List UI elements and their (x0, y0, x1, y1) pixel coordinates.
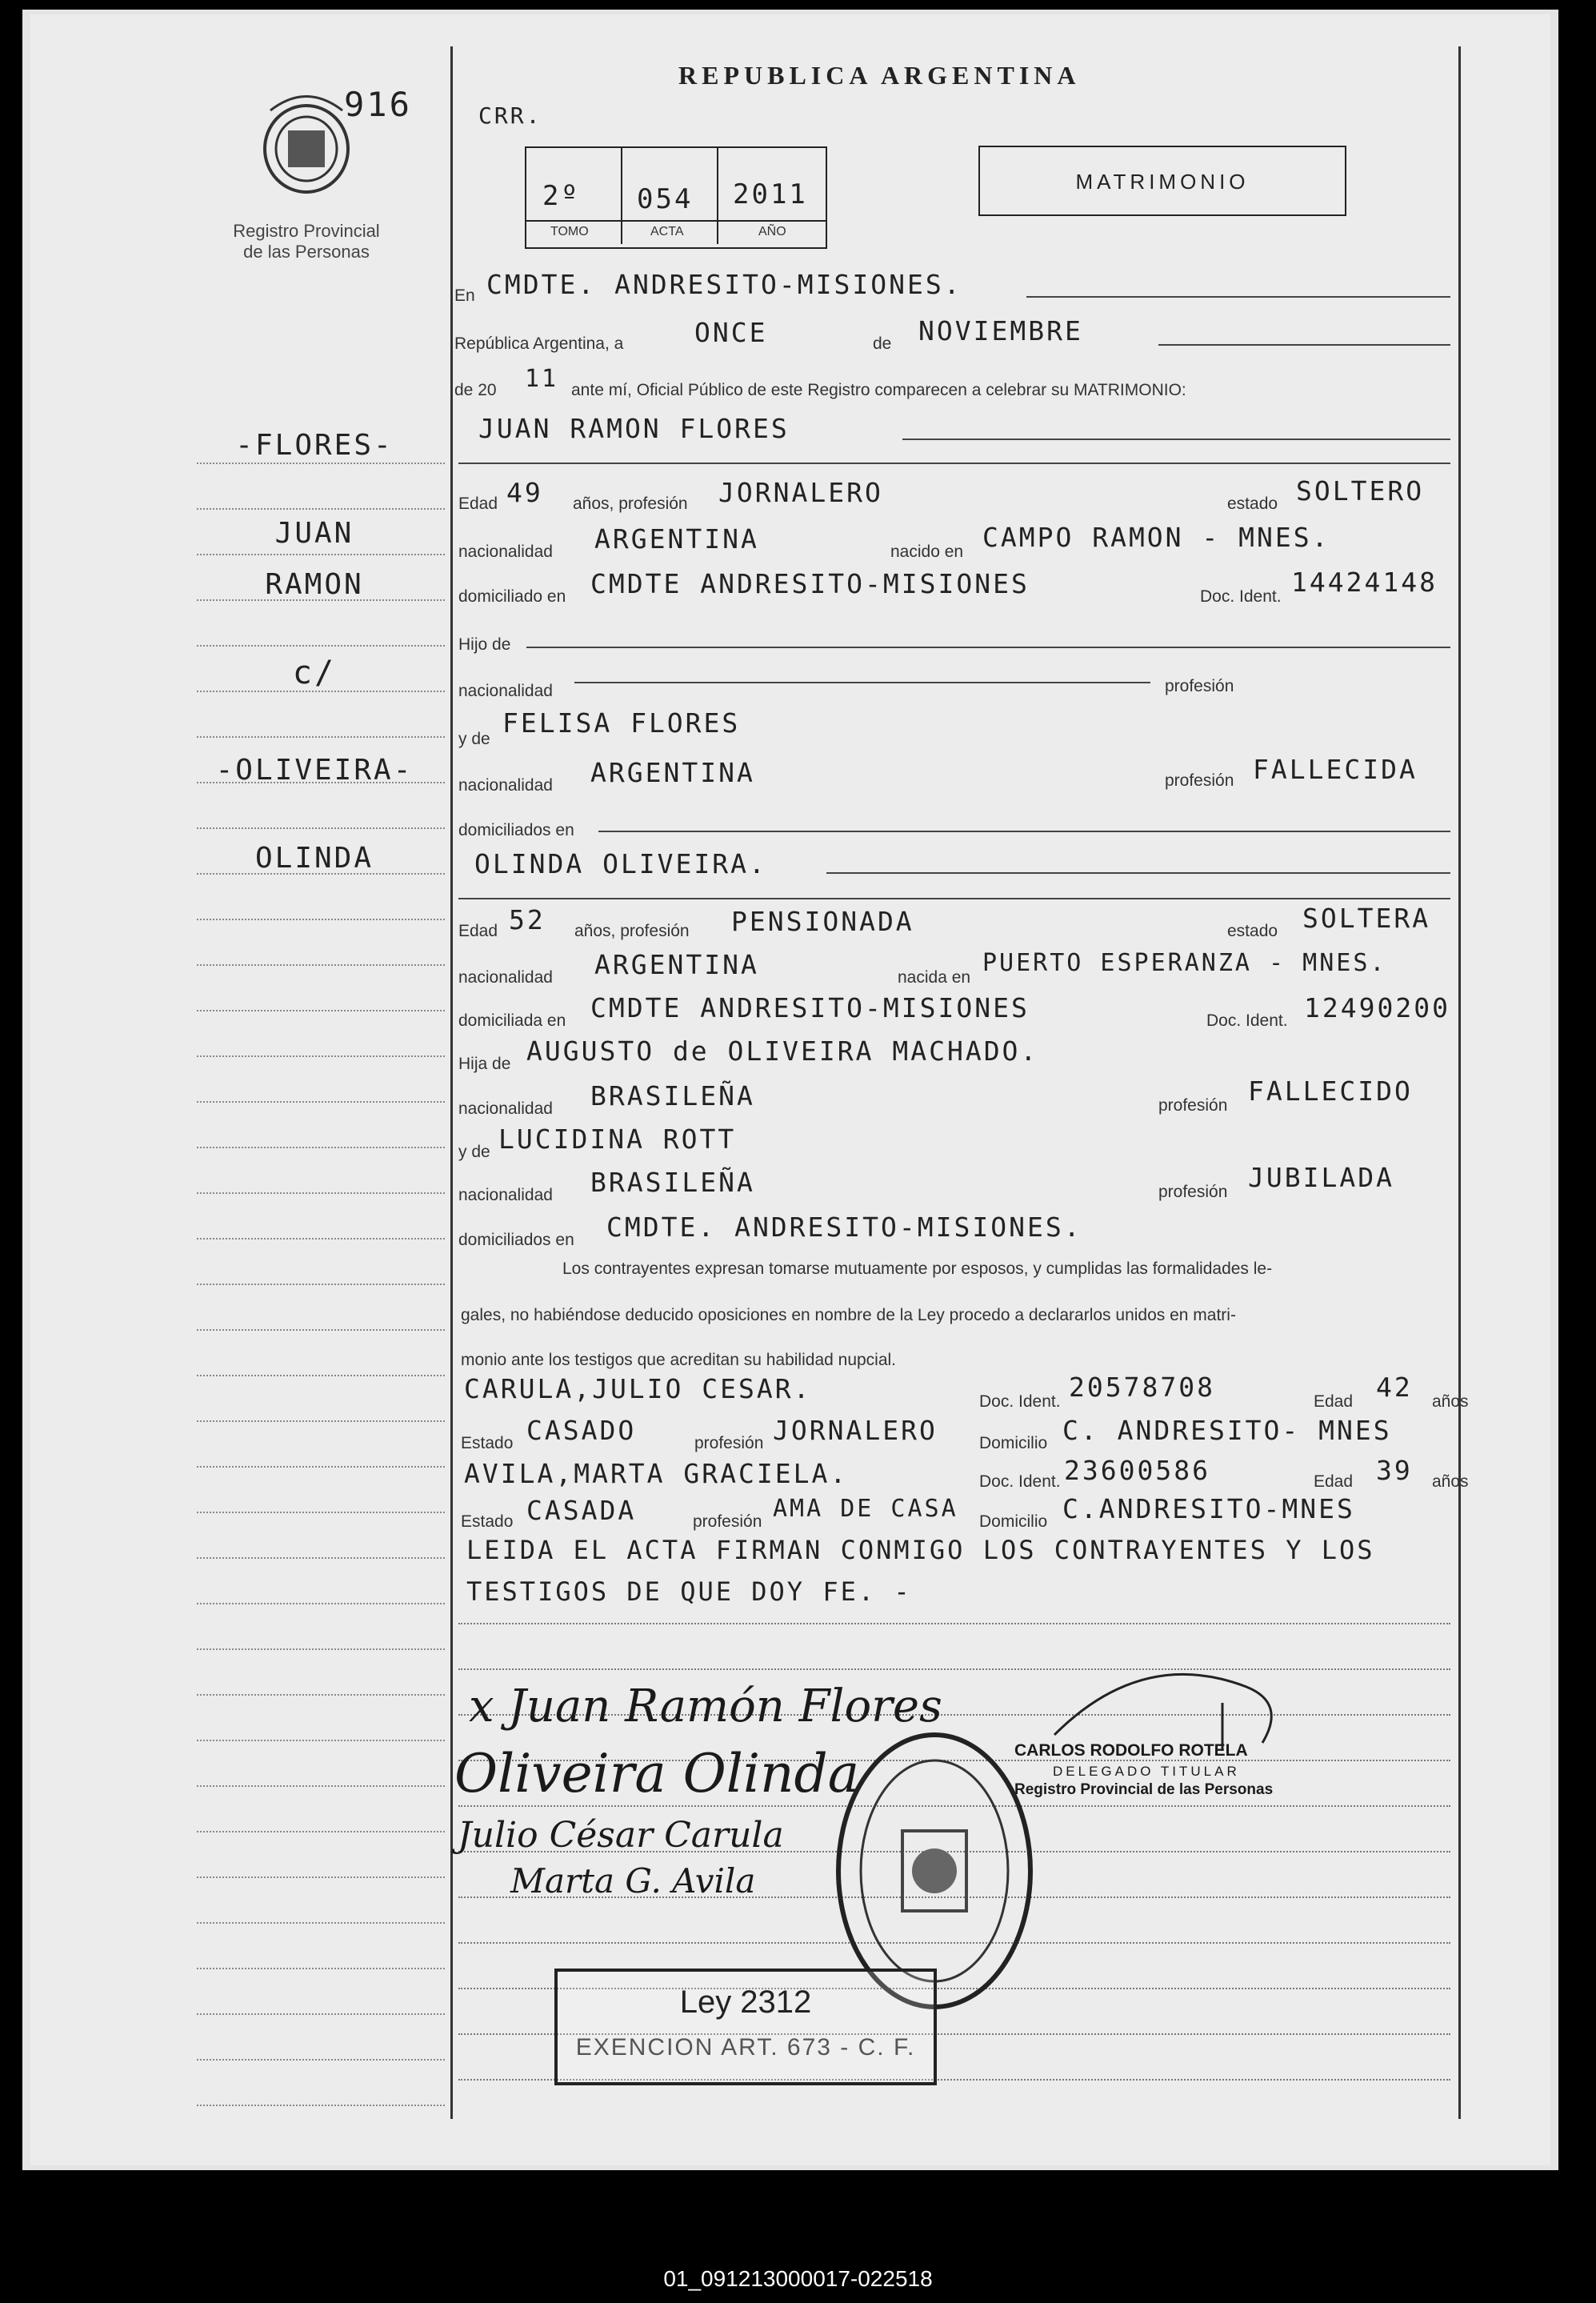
rule (598, 831, 1450, 832)
crr-note: CRR. (478, 102, 542, 129)
bride-profession: PENSIONADA (731, 906, 914, 937)
registry-name-line1: Registro Provincial (233, 221, 380, 241)
bride-birthplace: PUERTO ESPERANZA - MNES. (982, 949, 1387, 977)
w2-estado-label: Estado (461, 1512, 514, 1531)
margin-rule (197, 1147, 445, 1148)
exemption-stamp (554, 1969, 937, 2085)
rule (902, 439, 1450, 440)
de-label: de (873, 334, 892, 353)
registry-name-line2: de las Personas (243, 242, 370, 262)
margin-rule (197, 964, 445, 966)
groom-birthplace: CAMPO RAMON - MNES. (982, 522, 1330, 553)
bride-mother-profession: JUBILADA (1248, 1162, 1394, 1193)
witness1-profession: JORNALERO (773, 1415, 938, 1446)
rule (458, 463, 1450, 464)
groom-profession: JORNALERO (718, 477, 883, 508)
margin-rule (197, 1785, 445, 1787)
tomo-acta-anio-box (525, 146, 827, 249)
bride-parents-domicile: CMDTE. ANDRESITO-MISIONES. (606, 1212, 1082, 1243)
bride-y-de-label: y de (458, 1143, 490, 1161)
margin-rule (197, 508, 445, 510)
month-value: NOVIEMBRE (918, 315, 1083, 346)
margin-rule (197, 1922, 445, 1924)
margin-rule (197, 1010, 445, 1011)
bride-parents-dom-label: domiciliados en (458, 1231, 574, 1249)
rule (526, 647, 1450, 648)
margin-rule (197, 1740, 445, 1741)
bride-domicile: CMDTE ANDRESITO-MISIONES (590, 992, 1030, 1023)
tomo-value: 2º (542, 180, 580, 212)
nacido-label: nacido en (890, 543, 964, 561)
w1-doc-label: Doc. Ident. (979, 1392, 1061, 1411)
bride-name: OLINDA OLIVEIRA. (474, 848, 767, 879)
acta-value: 054 (637, 183, 694, 215)
document-paper (30, 14, 1550, 2165)
witness1-signature: Julio César Carula (458, 1815, 784, 1856)
scan-code: 01_091213000017-022518 (663, 2266, 933, 2291)
margin-rule (197, 1831, 445, 1832)
hija-de-label: Hija de (458, 1055, 511, 1073)
witness2-name: AVILA,MARTA GRACIELA. (464, 1458, 849, 1489)
margin-rule (197, 463, 445, 464)
bride-father-prof-label: profesión (1158, 1096, 1228, 1115)
bride-father-nationality: BRASILEÑA (590, 1080, 755, 1111)
margin-rule (197, 2059, 445, 2061)
closing-line2: TESTIGOS DE QUE DOY FE. - (466, 1576, 912, 1607)
officer-office: Registro Provincial de las Personas (1014, 1781, 1274, 1798)
edad-label: Edad (458, 495, 498, 513)
margin-rule (197, 1192, 445, 1194)
groom-nat-label: nacionalidad (458, 543, 553, 561)
stamp-line2: EXENCION ART. 673 - C. F. (575, 2034, 916, 2061)
groom-mother-prof-label: profesión (1165, 771, 1234, 790)
declaration-line3: monio ante los testigos que acreditan su habilidad nupcial. (461, 1351, 897, 1369)
bride-doc: 12490200 (1304, 992, 1450, 1023)
margin-rule (197, 2105, 445, 2106)
bride-nat-label: nacionalidad (458, 968, 553, 987)
w1-prof-label: profesión (694, 1434, 764, 1452)
rule (1026, 296, 1450, 298)
margin-rule (197, 1101, 445, 1103)
witness2-age: 39 (1376, 1455, 1413, 1486)
right-border (1458, 46, 1461, 2119)
margin-rule (197, 1329, 445, 1331)
witness2-estado: CASADA (526, 1495, 637, 1526)
appear-text: ante mí, Oficial Público de este Registro comparecen a celebrar su MATRIMONIO: (571, 381, 1186, 399)
page-background (22, 10, 1558, 2170)
margin-rule (197, 827, 445, 829)
rule (1158, 344, 1450, 346)
margin-groom-second: RAMON (265, 568, 364, 601)
margin-surname-groom: -FLORES- (235, 429, 394, 462)
groom-domicile: CMDTE ANDRESITO-MISIONES (590, 568, 1030, 599)
margin-rule (197, 1466, 445, 1468)
bride-mother-prof-label: profesión (1158, 1183, 1228, 1201)
groom-signature: x Juan Ramón Flores (469, 1680, 942, 1732)
rep-label: República Argentina, a (454, 334, 624, 353)
bride-father: AUGUSTO de OLIVEIRA MACHADO. (526, 1035, 1039, 1067)
rule (574, 682, 1150, 683)
margin-rule (197, 873, 445, 875)
hijo-de-label: Hijo de (458, 635, 511, 654)
groom-mother: FELISA FLORES (502, 707, 741, 739)
w2-domicilio-label: Domicilio (979, 1512, 1048, 1531)
bride-dom-label: domiciliada en (458, 1011, 566, 1030)
groom-mother-nationality: ARGENTINA (590, 757, 755, 788)
anio-value: 2011 (733, 178, 808, 210)
witness2-profession: AMA DE CASA (773, 1495, 958, 1523)
w2-doc-label: Doc. Ident. (979, 1472, 1061, 1491)
margin-rule (197, 1876, 445, 1878)
country-title: REPUBLICA ARGENTINA (678, 61, 1081, 90)
witness2-doc: 23600586 (1064, 1455, 1210, 1486)
margin-rule (197, 2013, 445, 2015)
witness1-estado: CASADO (526, 1415, 637, 1446)
margin-rule (197, 1055, 445, 1057)
margin-rule (197, 919, 445, 920)
anos-profesion-label: años, profesión (573, 495, 688, 513)
margin-rule (197, 1420, 445, 1422)
margin-rule (197, 736, 445, 738)
margin-rule (197, 645, 445, 647)
year-prefix: de 20 (454, 381, 497, 399)
bride-nationality: ARGENTINA (594, 949, 759, 980)
groom-mother-nat-label: nacionalidad (458, 776, 553, 795)
officer-title: DELEGADO TITULAR (1053, 1764, 1240, 1779)
tomo-label: TOMO (550, 225, 589, 238)
anio-label: AÑO (758, 225, 786, 238)
estado-label: estado (1227, 495, 1278, 513)
margin-groom-first: JUAN (274, 517, 354, 550)
groom-nationality: ARGENTINA (594, 523, 759, 555)
stamp-line1: Ley 2312 (679, 1985, 812, 2020)
en-value: CMDTE. ANDRESITO-MISIONES. (486, 269, 962, 300)
rule (458, 898, 1450, 899)
margin-rule (197, 1694, 445, 1696)
w1-domicilio-label: Domicilio (979, 1434, 1048, 1452)
margin-rule (197, 1968, 445, 1969)
w1-estado-label: Estado (461, 1434, 514, 1452)
folio-number: 916 (344, 85, 412, 124)
w2-edad-label: Edad (1314, 1472, 1354, 1491)
margin-rule (197, 1648, 445, 1650)
margin-conjunction: c/ (292, 655, 337, 691)
w2-prof-label: profesión (693, 1512, 762, 1531)
bride-mother-nationality: BRASILEÑA (590, 1167, 755, 1198)
margin-surname-bride: -OLIVEIRA- (215, 754, 414, 787)
bride-father-nat-label: nacionalidad (458, 1099, 553, 1118)
groom-parents-dom-label: domiciliados en (458, 821, 574, 839)
groom-age: 49 (506, 477, 543, 508)
w1-anos-label: años (1432, 1392, 1469, 1411)
margin-rule (197, 554, 445, 555)
witness1-age: 42 (1376, 1372, 1413, 1403)
doc-ident-label: Doc. Ident. (1200, 587, 1282, 606)
declaration-line1: Los contrayentes expresan tomarse mutuamente por esposos, y cumplidas las formalidades le- (562, 1260, 1273, 1278)
doc-type-box (978, 146, 1346, 216)
margin-rule (197, 1512, 445, 1513)
nacida-label: nacida en (898, 968, 971, 987)
groom-dom-label: domiciliado en (458, 587, 566, 606)
bride-mother-nat-label: nacionalidad (458, 1186, 553, 1204)
margin-rule (197, 1284, 445, 1285)
groom-father-nat-label: nacionalidad (458, 682, 553, 700)
witness1-doc: 20578708 (1069, 1372, 1215, 1403)
groom-father-prof-label: profesión (1165, 677, 1234, 695)
witness2-domicile: C.ANDRESITO-MNES (1062, 1493, 1355, 1524)
margin-bride-first: OLINDA (254, 842, 374, 875)
bride-signature: Oliveira Olinda (454, 1743, 860, 1804)
bride-age: 52 (509, 904, 546, 935)
groom-name: JUAN RAMON FLORES (478, 413, 790, 444)
declaration-line2: gales, no habiéndose deducido oposiciones en nombre de la Ley procedo a declararlos unidos en matri- (461, 1306, 1236, 1324)
bride-doc-label: Doc. Ident. (1206, 1011, 1288, 1030)
acta-label: ACTA (650, 225, 684, 238)
bride-anos-prof-label: años, profesión (574, 922, 690, 940)
provincial-seal-icon (254, 86, 358, 206)
bride-estado: SOLTERA (1302, 903, 1431, 934)
margin-rule (197, 1603, 445, 1604)
rule (826, 872, 1450, 874)
bride-edad-label: Edad (458, 922, 498, 940)
bride-father-profession: FALLECIDO (1248, 1075, 1413, 1107)
bride-mother: LUCIDINA ROTT (498, 1123, 737, 1155)
day-value: ONCE (694, 317, 768, 348)
witness1-name: CARULA,JULIO CESAR. (464, 1373, 812, 1404)
doc-type-label: MATRIMONIO (1075, 170, 1250, 194)
margin-rule (197, 1557, 445, 1559)
witness1-domicile: C. ANDRESITO- MNES (1062, 1415, 1392, 1446)
groom-estado: SOLTERO (1296, 475, 1425, 507)
en-label: En (454, 286, 475, 305)
y-de-label: y de (458, 730, 490, 748)
margin-rule (197, 599, 445, 601)
groom-mother-profession: FALLECIDA (1253, 754, 1418, 785)
witness2-signature: Marta G. Avila (510, 1861, 756, 1900)
year-value: 11 (525, 365, 559, 393)
closing-line1: LEIDA EL ACTA FIRMAN CONMIGO LOS CONTRAYENTES Y LOS (466, 1535, 1375, 1565)
margin-divider (450, 46, 453, 2119)
form-rule-blank (458, 1623, 1450, 1624)
margin-rule (197, 782, 445, 783)
groom-doc: 14424148 (1291, 567, 1438, 598)
w2-anos-label: años (1432, 1472, 1469, 1491)
margin-rule (197, 1375, 445, 1376)
bride-estado-label: estado (1227, 922, 1278, 940)
officer-name: CARLOS RODOLFO ROTELA (1014, 1741, 1248, 1760)
margin-rule (197, 691, 445, 692)
w1-edad-label: Edad (1314, 1392, 1354, 1411)
margin-rule (197, 1238, 445, 1240)
